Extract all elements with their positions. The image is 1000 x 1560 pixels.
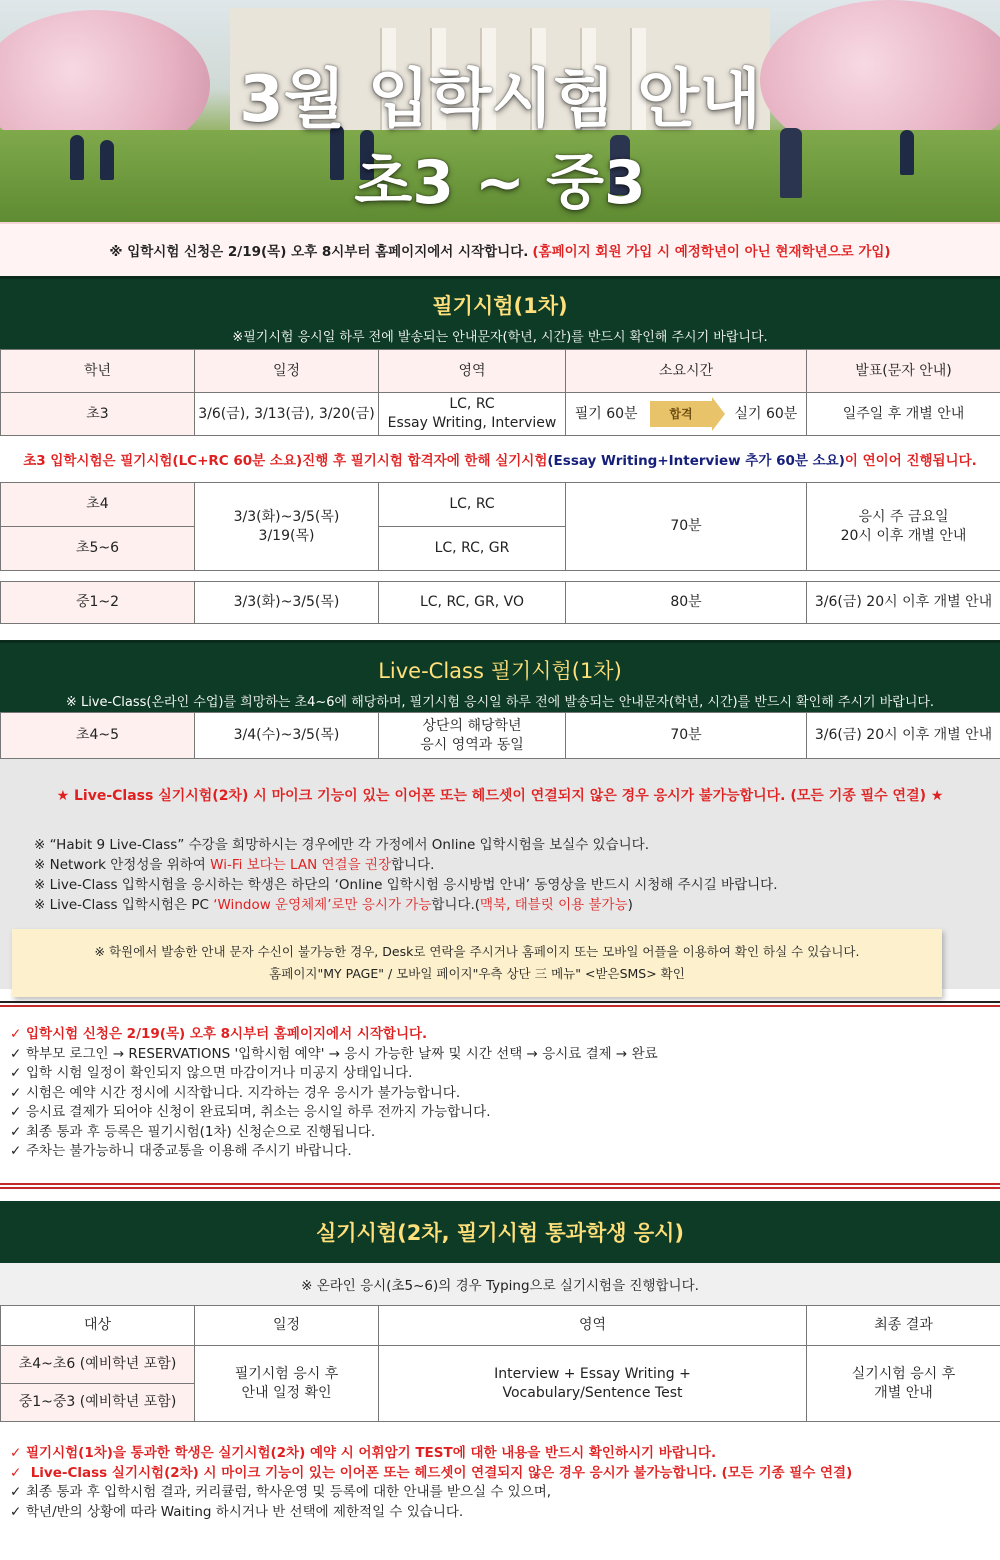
result-cell: 실기시험 응시 후 개별 안내 [807, 1346, 1000, 1422]
result-cell: 3/6(금) 20시 이후 개별 안내 [807, 713, 1000, 759]
hero-title: 3월 입학시험 안내 [239, 63, 761, 137]
schedule-cell: 3/6(금), 3/13(금), 3/20(금) [195, 393, 379, 436]
header-final-result: 최종 결과 [807, 1306, 1000, 1346]
practical-exam-title: 실기시험(2차, 필기시험 통과학생 응시) [0, 1201, 1000, 1263]
header-grade: 학년 [1, 350, 195, 393]
header-target: 대상 [1, 1306, 195, 1346]
application-notice [0, 222, 1000, 276]
table-row [1, 393, 1000, 436]
duration-cell: 70분 [566, 713, 807, 759]
target-cell: 중1~중3 (예비학년 포함) [1, 1384, 195, 1422]
area-cell: 상단의 해당학년 응시 영역과 동일 [379, 713, 566, 759]
live-class-notice-box: ★ Live-Class 실기시험(2차) 시 마이크 기능이 있는 이어폰 또는 헤드셋이 연결되지 않은 경우 응시가 불가능합니다. (모든 기종 필수 연결) ★ ※ “Habit 9 Live-Class” 수강을 희망하시는 경우에만 각 가정에서 Online 입학시험을 보실수 있습니다. ※ Network 안정성을 위하여 Wi-Fi 보다는 LAN 연결을 권장합니다. ※ Live-Class 입학시험을 응시하는 학생은 하단의 ‘Online 입학시험 응시방법 안내’ 동영상을 반드시 시청해 주시길 바랍니다. ※ Live-Class 입학시험은 PC ‘Window 운영체제’로만 응시가 가능합니다.(맥북, 태블릿 이용 불가능) ※ 학원에서 발송한 안내 문자 수신이 불가능한 경우, Desk로 연락을 주시거나 홈페이지 또는 모바일 어플을 이용하여 확인 하실 수 있습니다. 홈페이지"MY PAGE" / 모바일 페이지"우측 상단 三 메뉴" <받은SMS> 확인 [0, 759, 1000, 989]
middle-exam-table [0, 581, 1000, 624]
table-row [1, 1306, 1000, 1346]
application-notice-text: ※ 입학시험 신청은 2/19(목) 오후 8시부터 홈페이지에서 시작합니다. [109, 244, 529, 260]
grade-cell: 초5~6 [1, 527, 195, 571]
list-item: ✓ 필기시험(1차)을 통과한 학생은 실기시험(2차) 예약 시 어휘암기 TEST에 대한 내용을 반드시 확인하시기 바랍니다. [10, 1445, 717, 1461]
result-cell: 응시 주 금요일 20시 이후 개별 안내 [807, 483, 1000, 571]
header-result: 발표(문자 안내) [807, 350, 1000, 393]
grade3-exam-note: 초3 입학시험은 필기시험(LC+RC 60분 소요)진행 후 필기시험 합격자에 한해 실기시험 (Essay Writing+Interview 추가 60분 소요) 이 연이어 진행됩니다. [23, 453, 977, 469]
written-exam-title: 필기시험(1차) [432, 294, 568, 318]
written-exam-header [0, 276, 1000, 349]
hero-banner [0, 0, 1000, 222]
list-item: ✓ 주차는 불가능하니 대중교통을 이용해 주시기 바랍니다. [10, 1143, 352, 1159]
headset-warning: ★ Live-Class 실기시험(2차) 시 마이크 기능이 있는 이어폰 또는 헤드셋이 연결되지 않은 경우 응시가 불가능합니다. (모든 기종 필수 연결) ★ [56, 788, 944, 804]
header-schedule: 일정 [195, 350, 379, 393]
grade-cell: 중1~2 [1, 582, 195, 624]
list-item: ✓ 시험은 예약 시간 정시에 시작합니다. 지각하는 경우 응시가 불가능합니다. [10, 1084, 461, 1101]
practical-checklist [0, 1422, 1000, 1522]
practical-exam-subtitle: ※ 온라인 응시(초5~6)의 경우 Typing으로 실기시험을 진행합니다. [0, 1263, 1000, 1305]
application-notice-red: (홈페이지 회원 가입 시 예정학년이 아닌 현재학년으로 가입) [532, 244, 891, 260]
list-item: ✓ 학년/반의 상황에 따라 Waiting 하시거나 반 선택에 제한적일 수 있습니다. [10, 1503, 464, 1520]
live-class-subtitle: ※ Live-Class(온라인 수업)를 희망하는 초4~6에 해당하며, 필기시험 응시일 하루 전에 발송되는 안내문자(학년, 시간)를 반드시 확인해 주시기 바랍니다. [65, 695, 935, 710]
area-cell: Interview + Essay Writing + Vocabulary/Sentence Test [379, 1346, 807, 1422]
pass-arrow-badge: 합격 [650, 401, 712, 427]
grade-cell: 초3 [1, 393, 195, 436]
header-schedule: 일정 [195, 1306, 379, 1346]
list-item: ✓ Live-Class 실기시험(2차) 시 마이크 기능이 있는 이어폰 또는 헤드셋이 연결되지 않은 경우 응시가 불가능합니다. (모든 기종 필수 연결) [10, 1464, 853, 1481]
list-item: ✓ 최종 통과 후 입학시험 결과, 커리큘럼, 학사운영 및 등록에 대한 안내를 받으실 수 있으며, [10, 1484, 552, 1500]
schedule-cell: 필기시험 응시 후 안내 일정 확인 [195, 1346, 379, 1422]
header-area: 영역 [379, 1306, 807, 1346]
list-item: ✓ 입학 시험 일정이 확인되지 않으면 마감이거나 미공지 상태입니다. [10, 1065, 413, 1081]
schedule-cell: 3/3(화)~3/5(목) 3/19(목) [195, 483, 379, 571]
list-item: ✓ 학부모 로그인 → RESERVATIONS '입학시험 예약' → 응시 가능한 날짜 및 시간 선택 → 응시료 결제 → 완료 [10, 1045, 658, 1062]
live-class-title: Live-Class 필기시험(1차) [378, 659, 622, 683]
table-row [1, 582, 1000, 624]
result-cell: 일주일 후 개별 안내 [807, 393, 1000, 436]
table-row [1, 483, 1000, 527]
list-item: ✓ 응시료 결제가 되어야 신청이 완료되며, 취소는 응시일 하루 전까지 가능합니다. [10, 1104, 491, 1120]
area-cell: LC, RC, GR [379, 527, 566, 571]
header-duration: 소요시간 [566, 350, 807, 393]
duration-cell: 70분 [566, 483, 807, 571]
target-cell: 초4~초6 (예비학년 포함) [1, 1346, 195, 1384]
area-cell: LC, RC Essay Writing, Interview [379, 393, 566, 436]
sms-info-box: ※ 학원에서 발송한 안내 문자 수신이 불가능한 경우, Desk로 연락을 주시거나 홈페이지 또는 모바일 어플을 이용하여 확인 하실 수 있습니다. 홈페이지"MY PAGE" / 모바일 페이지"우측 상단 三 메뉴" <받은SMS> 확인 [12, 929, 942, 997]
live-class-header [0, 640, 1000, 712]
table-row [1, 1346, 1000, 1384]
schedule-cell: 3/3(화)~3/5(목) [195, 582, 379, 624]
list-item: ✓ 입학시험 신청은 2/19(목) 오후 8시부터 홈페이지에서 시작합니다. [10, 1026, 428, 1042]
duration-cell: 80분 [566, 582, 807, 624]
schedule-cell: 3/4(수)~3/5(목) [195, 713, 379, 759]
live-class-table [0, 712, 1000, 759]
grade-cell: 초4~5 [1, 713, 195, 759]
list-item: ✓ 최종 통과 후 등록은 필기시험(1차) 신청순으로 진행됩니다. [10, 1123, 376, 1140]
duration-cell: 필기 60분 합격 실기 60분 [566, 393, 807, 436]
result-cell: 3/6(금) 20시 이후 개별 안내 [807, 582, 1000, 624]
elementary-exam-table [0, 482, 1000, 571]
table-row [1, 713, 1000, 759]
written-exam-subtitle: ※필기시험 응시일 하루 전에 발송되는 안내문자(학년, 시간)를 반드시 확인해 주시기 바랍니다. [232, 330, 768, 345]
header-area: 영역 [379, 350, 566, 393]
area-cell: LC, RC, GR, VO [379, 582, 566, 624]
hero-subtitle: 초3 ~ 중3 [354, 148, 646, 218]
practical-exam-table [0, 1305, 1000, 1422]
grade-cell: 초4 [1, 483, 195, 527]
written-exam-table [0, 349, 1000, 436]
application-checklist [0, 1007, 1000, 1183]
area-cell: LC, RC [379, 483, 566, 527]
